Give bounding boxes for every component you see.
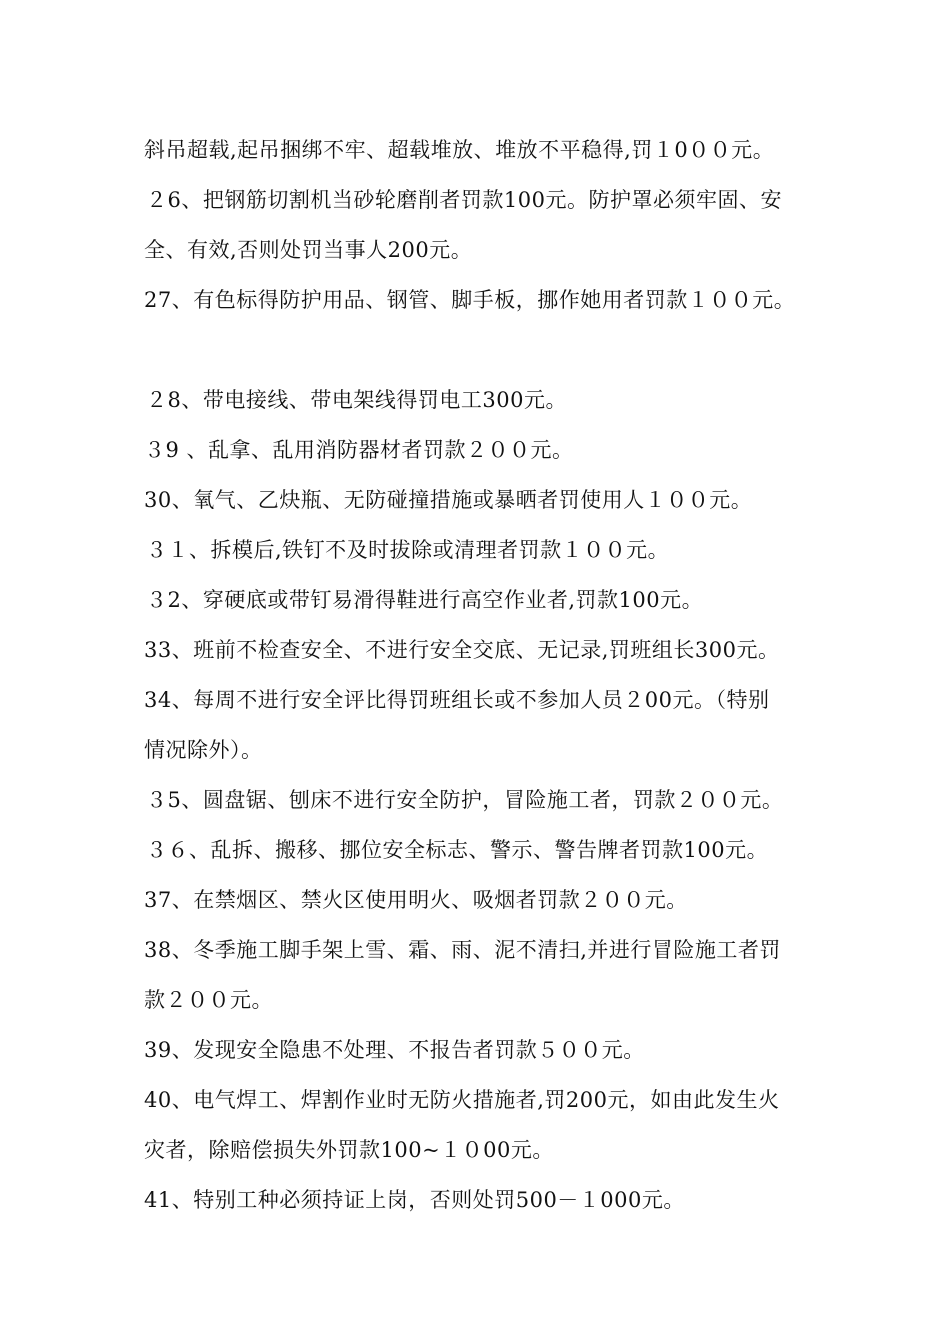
text-line-14: ３６、乱拆、搬移、挪位安全标志、警示、警告牌者罚款100元。 [146,838,769,862]
text-line-16: 38、冬季施工脚手架上雪、霜、雨、泥不清扫,并进行冒险施工者罚 [144,938,781,962]
text-line-2: ２6、把钢筋切割机当砂轮磨削者罚款100元。防护罩必须牢固、安 [146,188,782,212]
text-line-20: 灾者，除赔偿损失外罚款100~１０00元。 [144,1138,554,1162]
text-line-6: ３9 、乱拿、乱用消防器材者罚款２００元。 [144,438,574,462]
text-line-21: 41、特别工种必须持证上岗，否则处罚500－１000元。 [144,1188,685,1212]
text-line-7: 30、氧气、乙炔瓶、无防碰撞措施或暴晒者罚使用人１００元。 [144,488,753,512]
text-line-13: ３5、圆盘锯、刨床不进行安全防护，冒险施工者，罚款２００元。 [146,788,784,812]
text-line-10: 33、班前不检查安全、不进行安全交底、无记录,罚班组长300元。 [144,638,780,662]
text-line-12: 情况除外）。 [144,738,263,762]
text-line-11: 34、每周不进行安全评比得罚班组长或不参加人员２00元。（特别 [144,688,770,712]
text-line-1: 斜吊超载,起吊捆绑不牢、超载堆放、堆放不平稳得,罚１0００元。 [144,138,775,162]
text-line-4: 27、有色标得防护用品、钢管、脚手板，挪作她用者罚款１００元。 [144,288,796,312]
text-line-9: ３2、穿硬底或带钉易滑得鞋进行高空作业者,罚款100元。 [146,588,704,612]
text-line-19: 40、电气焊工、焊割作业时无防火措施者,罚200元，如由此发生火 [144,1088,780,1112]
text-line-17: 款２００元。 [144,988,273,1012]
text-line-8: ３１、拆模后,铁钉不及时拔除或清理者罚款１００元。 [146,538,670,562]
text-line-15: 37、在禁烟区、禁火区使用明火、吸烟者罚款２００元。 [144,888,688,912]
text-line-5: ２8、带电接线、带电架线得罚电工300元。 [146,388,567,412]
text-line-3: 全、有效,否则处罚当事人200元。 [144,238,473,262]
text-line-18: 39、发现安全隐患不处理、不报告者罚款５００元。 [144,1038,645,1062]
